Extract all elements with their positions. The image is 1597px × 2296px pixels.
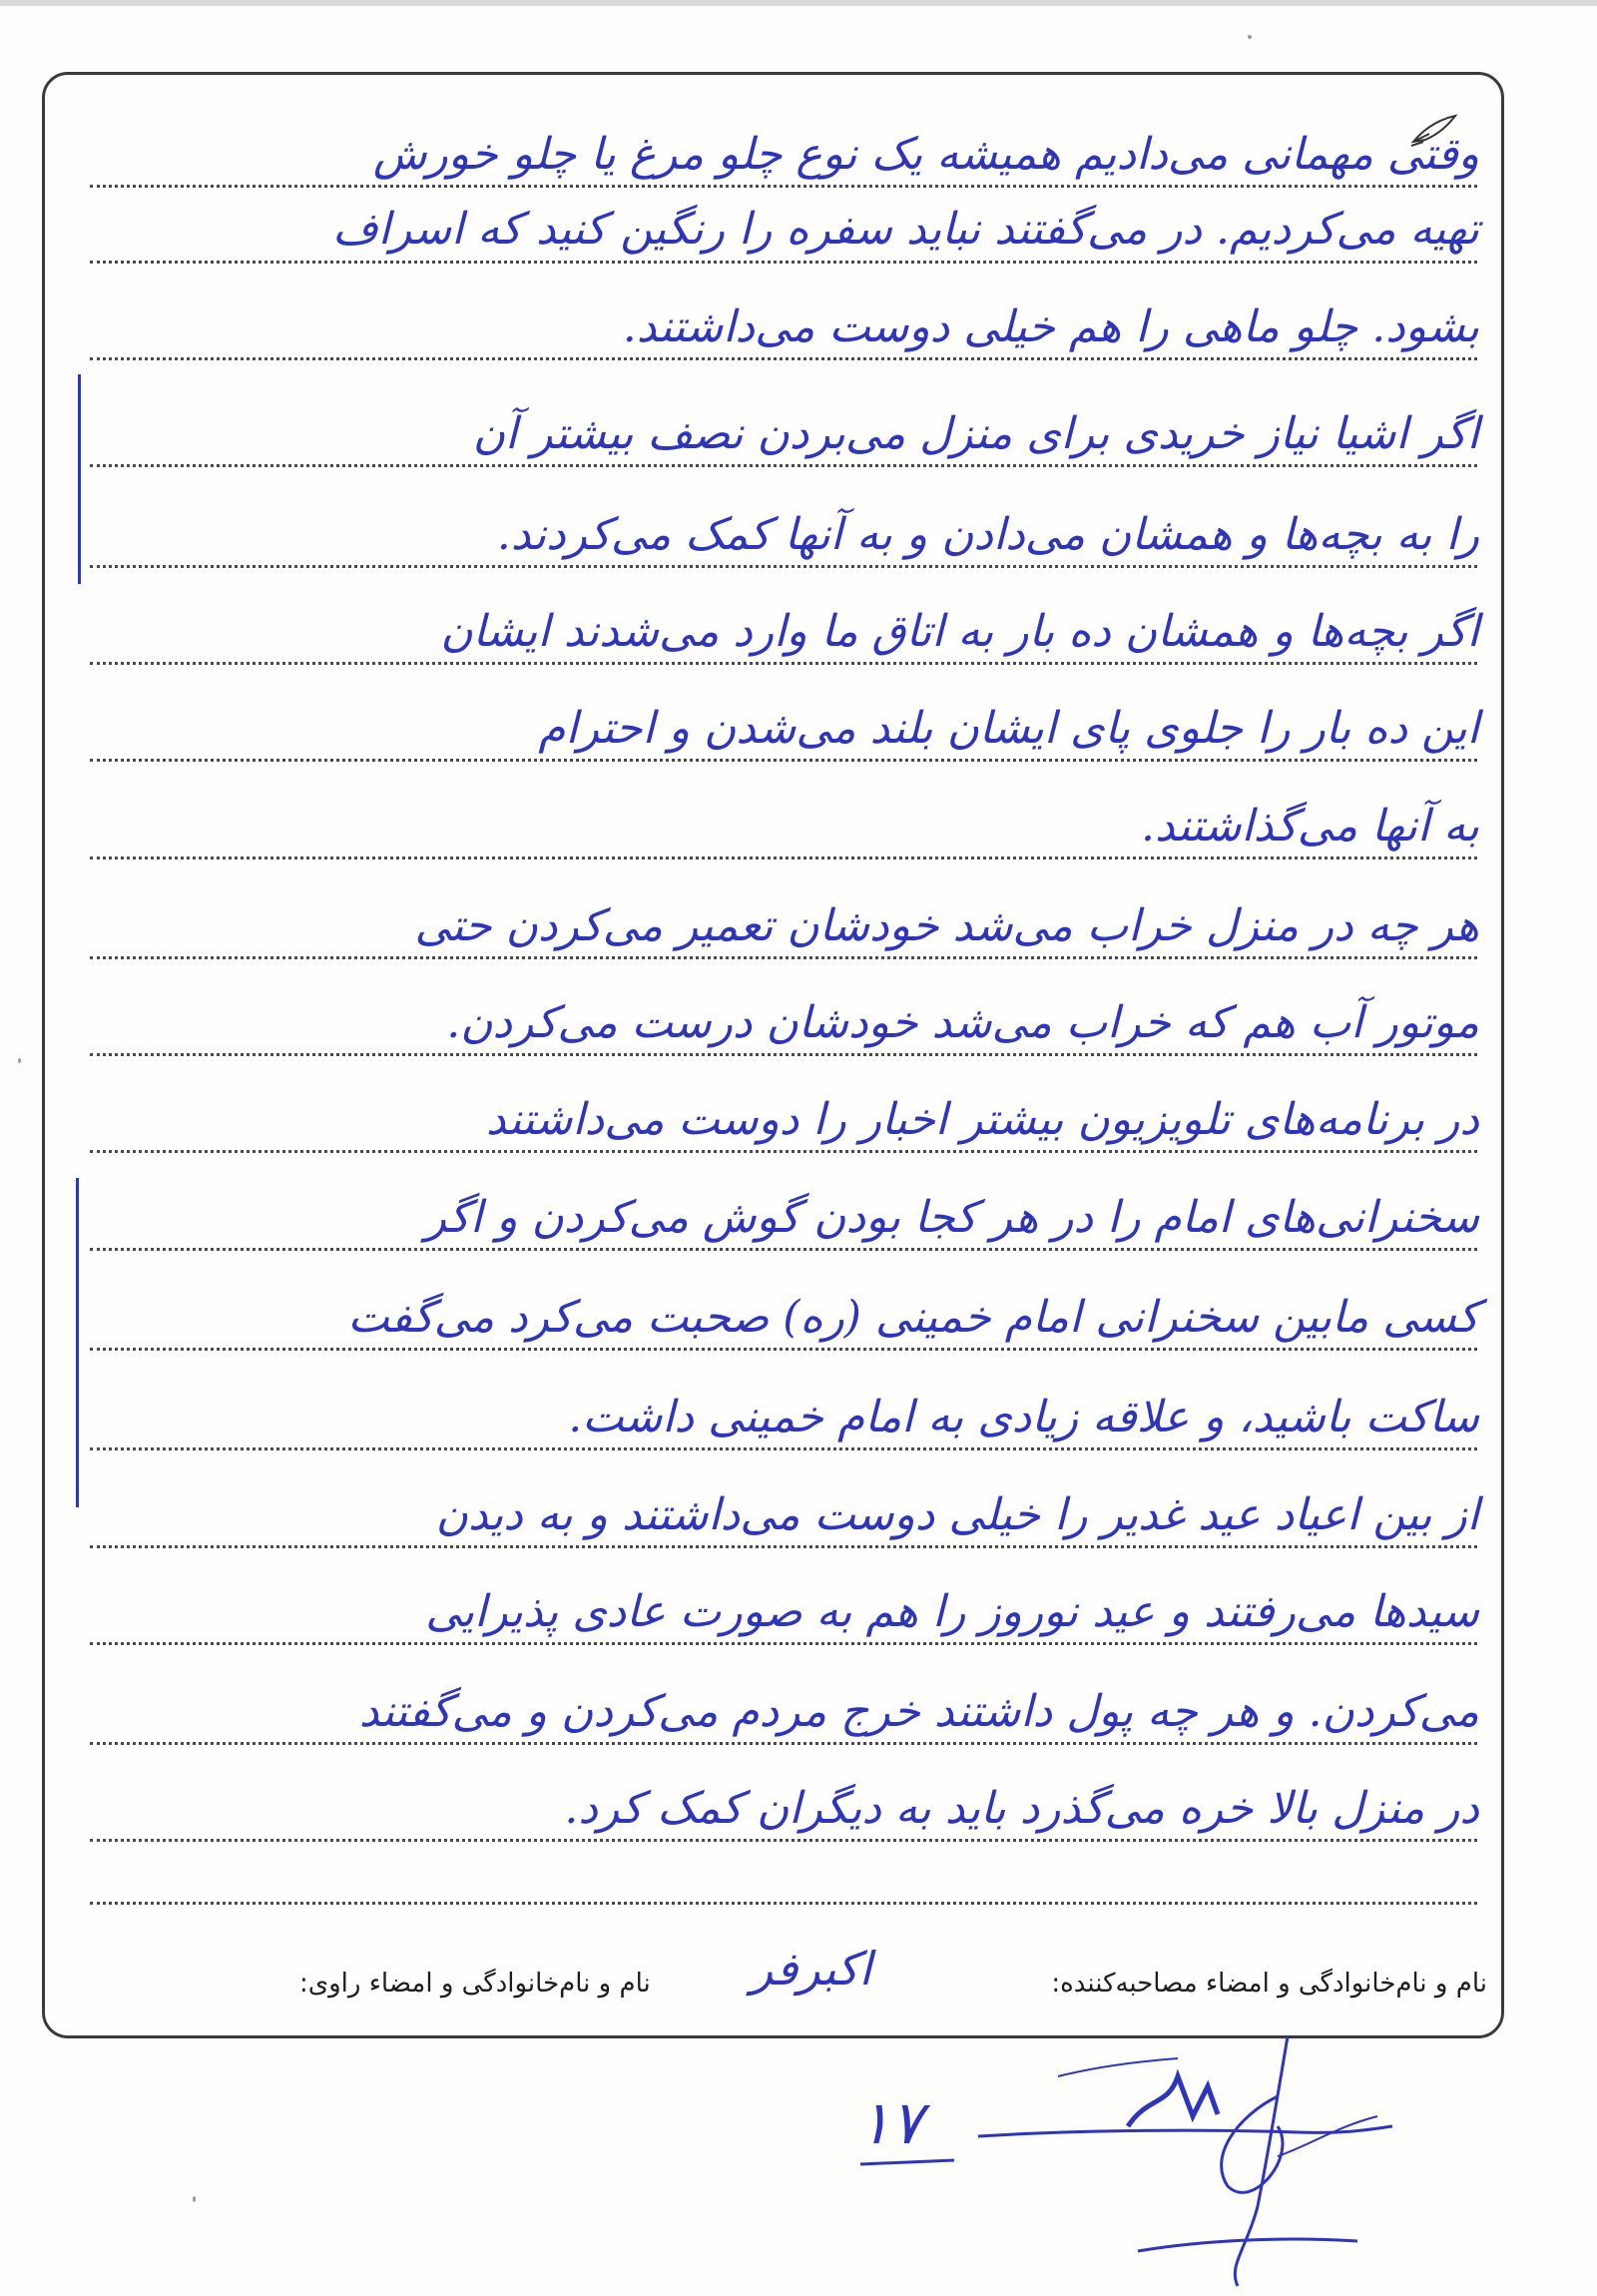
ruling-line xyxy=(90,1545,1477,1548)
ruling-line xyxy=(90,261,1477,264)
handwritten-line: هر چه در منزل خراب می‌شد خودشان تعمیر می‌کردن حتی xyxy=(414,900,1479,951)
handwritten-line: به آنها می‌گذاشتند. xyxy=(1141,801,1479,852)
handwritten-line: از بین اعیاد عید غدیر را خیلی دوست می‌داشتند و به دیدن xyxy=(435,1489,1479,1540)
handwritten-line: ساکت باشید، و علاقه زیادی به امام خمینی داشت. xyxy=(568,1392,1479,1442)
handwritten-line: این ده بار را جلوی پای ایشان بلند می‌شدن و احترام xyxy=(538,703,1479,754)
interviewer-signature: اکبرفر xyxy=(751,1942,872,1996)
ruling-line xyxy=(90,185,1477,188)
ruling-line xyxy=(90,956,1477,959)
ruling-line xyxy=(90,1642,1477,1645)
handwritten-line: کسی مابین سخنرانی امام خمینی (ره) صحبت می‌کرد می‌گفت xyxy=(347,1292,1479,1343)
ruling-line xyxy=(90,1150,1477,1153)
handwritten-line: سیدها می‌رفتند و عید نوروز را هم به صورت عادی پذیرایی xyxy=(425,1586,1479,1637)
margin-bar xyxy=(76,1178,79,1507)
ruling-line xyxy=(90,565,1477,568)
handwritten-line: وقتی مهمانی می‌دادیم همیشه یک نوع چلو مرغ یا چلو خورش xyxy=(372,129,1479,180)
ruling-line xyxy=(90,1348,1477,1351)
ruling-line xyxy=(90,1447,1477,1450)
ruling-line xyxy=(90,662,1477,665)
narrator-label: نام و نام‌خانوادگی و امضاء راوی: xyxy=(299,1969,651,1999)
page-number-underline xyxy=(858,2156,958,2170)
ruling-line xyxy=(90,857,1477,860)
ruling-line xyxy=(90,1902,1477,1905)
ruling-line xyxy=(90,759,1477,762)
ruling-line xyxy=(90,1742,1477,1745)
interviewer-label: نام و نام‌خانوادگی و امضاء مصاحبه‌کننده: xyxy=(1051,1969,1487,1999)
handwritten-line: تهیه می‌کردیم. در می‌گفتند نباید سفره را رنگین کنید که اسراف xyxy=(332,204,1479,255)
ruling-line xyxy=(90,1839,1477,1842)
scan-speck xyxy=(193,2196,196,2202)
signature-scribble xyxy=(978,2036,1397,2296)
page-number: ۱۷ xyxy=(858,2088,923,2158)
ruling-line xyxy=(90,1248,1477,1251)
margin-bar xyxy=(78,374,81,584)
ruling-line xyxy=(90,357,1477,360)
handwritten-line: در منزل بالا خره می‌گذرد باید به دیگران کمک کرد. xyxy=(564,1783,1479,1834)
handwritten-line: در برنامه‌های تلویزیون بیشتر اخبار را دوست می‌داشتند xyxy=(485,1094,1479,1145)
handwritten-line: اگر بچه‌ها و همشان ده بار به اتاق ما وارد می‌شدند ایشان xyxy=(440,606,1479,657)
handwritten-line: می‌کردن. و هر چه پول داشتند خرج مردم می‌کردن و می‌گفتند xyxy=(358,1686,1479,1737)
handwritten-line: موتور آب هم که خراب می‌شد خودشان درست می‌کردن. xyxy=(446,997,1479,1048)
handwritten-line: بشود. چلو ماهی را هم خیلی دوست می‌داشتند. xyxy=(622,301,1479,352)
handwritten-line: سخنرانی‌های امام را در هر کجا بودن گوش می‌کردن و اگر xyxy=(424,1192,1479,1243)
handwritten-line: اگر اشیا نیاز خریدی برای منزل می‌بردن نصف بیشتر آن xyxy=(472,408,1479,459)
ruling-line xyxy=(90,1053,1477,1056)
handwritten-line: را به بچه‌ها و همشان می‌دادن و به آنها کمک می‌کردند. xyxy=(496,509,1479,560)
scan-speck xyxy=(18,1058,21,1063)
scan-speck xyxy=(1248,35,1252,39)
ruling-line xyxy=(90,464,1477,467)
scan-edge xyxy=(0,0,1597,6)
